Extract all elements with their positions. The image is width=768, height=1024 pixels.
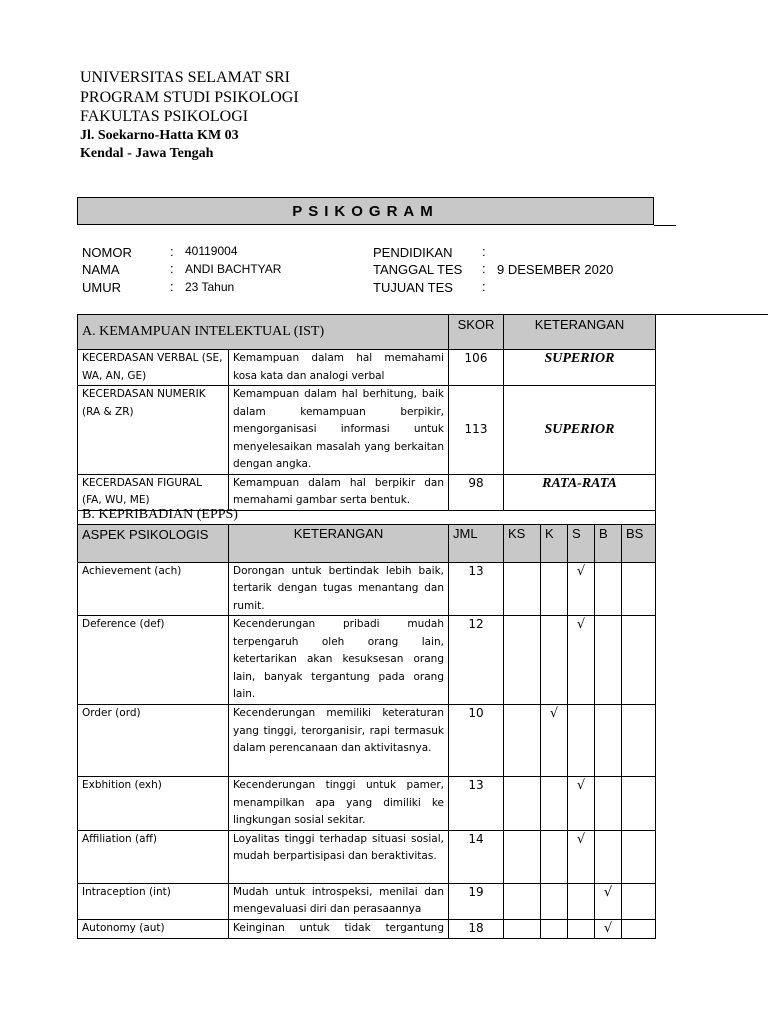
jml-cell: 18 bbox=[449, 919, 504, 938]
description-cell: Kecenderungan tinggi untuk pamer, menampilkan apa yang dimiliki ke lingkungan sosial sekitar. bbox=[229, 777, 449, 831]
aspect-cell: KECERDASAN NUMERIK (RA & ZR) bbox=[78, 386, 229, 475]
table-row bbox=[78, 474, 656, 510]
tanggal-value: 9 DESEMBER 2020 bbox=[497, 262, 614, 277]
table-row bbox=[78, 705, 656, 777]
level-cell-b bbox=[595, 777, 622, 831]
score-cell: 113 bbox=[449, 386, 504, 475]
aspect-cell: KECERDASAN FIGURAL (FA, WU, ME) bbox=[78, 474, 229, 510]
level-cell-k: √ bbox=[541, 705, 568, 777]
aspect-cell: Exbhition (exh) bbox=[78, 777, 229, 831]
description-cell: Kemampuan dalam hal berhitung, baik dalam kemampuan berpikir, mengorganisasi informasi untuk menyelesaikan masalah yang berkaitan dengan angka. bbox=[229, 386, 449, 475]
level-cell-k bbox=[541, 883, 568, 919]
description-cell: Kecenderungan memiliki keteraturan yang tinggi, terorganisir, rapi termasuk dalam perencanaan dan aktivitasnya. bbox=[229, 705, 449, 777]
table-row bbox=[78, 350, 656, 386]
b-header: B bbox=[595, 524, 622, 562]
aspect-cell: KECERDASAN VERBAL (SE, WA, AN, GE) bbox=[78, 350, 229, 386]
level-cell-s: √ bbox=[568, 777, 595, 831]
aspect-cell: Affiliation (aff) bbox=[78, 830, 229, 883]
level-cell-bs bbox=[622, 562, 656, 616]
level-cell-ks bbox=[504, 616, 541, 705]
header-extension-line bbox=[655, 314, 768, 315]
nomor-colon: : bbox=[170, 244, 174, 259]
document-title: PSIKOGRAM bbox=[77, 197, 654, 225]
aspek-header: ASPEK PSIKOLOGIS bbox=[78, 524, 229, 562]
level-cell-s bbox=[568, 919, 595, 938]
umur-colon: : bbox=[170, 279, 174, 294]
table-row bbox=[78, 883, 656, 919]
section-b-title: B. KEPRIBADIAN (EPPS) bbox=[78, 507, 656, 524]
jml-header: JML bbox=[449, 524, 504, 562]
pendidikan-label: PENDIDIKAN bbox=[373, 245, 453, 260]
tujuan-colon: : bbox=[482, 279, 486, 294]
table-row bbox=[78, 919, 656, 938]
level-cell-bs bbox=[622, 616, 656, 705]
score-cell: 98 bbox=[449, 474, 504, 510]
description-cell: Kemampuan dalam hal memahami kosa kata dan analogi verbal bbox=[229, 350, 449, 386]
level-cell-s bbox=[568, 883, 595, 919]
jml-cell: 19 bbox=[449, 883, 504, 919]
level-cell-bs bbox=[622, 919, 656, 938]
jml-cell: 13 bbox=[449, 562, 504, 616]
tanggal-label: TANGGAL TES bbox=[373, 262, 463, 277]
level-cell-k bbox=[541, 562, 568, 616]
aspect-cell: Autonomy (aut) bbox=[78, 919, 229, 938]
level-cell-ks bbox=[504, 883, 541, 919]
keterangan-col-header: KETERANGAN bbox=[229, 524, 449, 562]
description-cell: Dorongan untuk bertindak lebih baik, tertarik dengan tugas menantang dan rumit. bbox=[229, 562, 449, 616]
level-cell-ks bbox=[504, 919, 541, 938]
level-cell-k bbox=[541, 777, 568, 831]
aspect-cell: Deference (def) bbox=[78, 616, 229, 705]
jml-cell: 13 bbox=[449, 777, 504, 831]
table-row bbox=[78, 562, 656, 616]
bs-header: BS bbox=[622, 524, 656, 562]
level-cell-bs bbox=[622, 777, 656, 831]
category-cell: RATA-RATA bbox=[504, 474, 656, 510]
description-cell: Kecenderungan pribadi mudah terpengaruh oleh orang lain, ketertarikan akan kesuksesan orang lain, banyak tergantung pada orang lain. bbox=[229, 616, 449, 705]
nama-colon: : bbox=[170, 261, 174, 276]
nomor-label: NOMOR bbox=[82, 245, 132, 260]
jml-cell: 10 bbox=[449, 705, 504, 777]
level-cell-ks bbox=[504, 562, 541, 616]
level-cell-bs bbox=[622, 830, 656, 883]
level-cell-s: √ bbox=[568, 562, 595, 616]
k-header: K bbox=[541, 524, 568, 562]
level-cell-b bbox=[595, 830, 622, 883]
skor-header: SKOR bbox=[449, 315, 504, 350]
level-cell-k bbox=[541, 616, 568, 705]
level-cell-k bbox=[541, 919, 568, 938]
pendidikan-colon: : bbox=[482, 244, 486, 259]
level-cell-bs bbox=[622, 883, 656, 919]
tujuan-label: TUJUAN TES bbox=[373, 280, 453, 295]
table-row bbox=[78, 386, 656, 475]
faculty-name: FAKULTAS PSIKOLOGI bbox=[80, 108, 249, 125]
s-header: S bbox=[568, 524, 595, 562]
level-cell-s bbox=[568, 705, 595, 777]
description-cell: Keinginan untuk tidak tergantung bbox=[229, 919, 449, 938]
program-name: PROGRAM STUDI PSIKOLOGI bbox=[80, 89, 299, 106]
description-cell: Loyalitas tinggi terhadap situasi sosial, mudah berpartisipasi dan beraktivitas. bbox=[229, 830, 449, 883]
category-cell: SUPERIOR bbox=[504, 386, 656, 475]
level-cell-ks bbox=[504, 705, 541, 777]
level-cell-ks bbox=[504, 830, 541, 883]
section-a-title: A. KEMAMPUAN INTELEKTUAL (IST) bbox=[78, 315, 449, 350]
level-cell-s: √ bbox=[568, 616, 595, 705]
level-cell-bs bbox=[622, 705, 656, 777]
level-cell-s: √ bbox=[568, 830, 595, 883]
level-cell-b: √ bbox=[595, 919, 622, 938]
table-row bbox=[78, 830, 656, 883]
personality-table bbox=[77, 507, 656, 939]
umur-value: 23 Tahun bbox=[185, 280, 235, 294]
address-line: Jl. Soekarno-Hatta KM 03 bbox=[80, 128, 239, 143]
nomor-value: 40119004 bbox=[185, 244, 238, 258]
aspect-cell: Achievement (ach) bbox=[78, 562, 229, 616]
level-cell-b bbox=[595, 705, 622, 777]
title-underline bbox=[654, 225, 676, 226]
umur-label: UMUR bbox=[82, 280, 121, 295]
intellectual-table bbox=[77, 314, 656, 511]
aspect-cell: Intraception (int) bbox=[78, 883, 229, 919]
jml-cell: 14 bbox=[449, 830, 504, 883]
level-cell-b bbox=[595, 616, 622, 705]
level-cell-b bbox=[595, 562, 622, 616]
keterangan-header: KETERANGAN bbox=[504, 315, 656, 350]
jml-cell: 12 bbox=[449, 616, 504, 705]
epps-rows bbox=[78, 562, 656, 938]
table-row bbox=[78, 616, 656, 705]
score-cell: 106 bbox=[449, 350, 504, 386]
description-cell: Kemampuan dalam hal berpikir dan memahami gambar serta bentuk. bbox=[229, 474, 449, 510]
tanggal-colon: : bbox=[482, 261, 486, 276]
aspect-cell: Order (ord) bbox=[78, 705, 229, 777]
description-cell: Mudah untuk introspeksi, menilai dan mengevaluasi diri dan perasaannya bbox=[229, 883, 449, 919]
nama-label: NAMA bbox=[82, 262, 120, 277]
level-cell-ks bbox=[504, 777, 541, 831]
level-cell-k bbox=[541, 830, 568, 883]
category-cell: SUPERIOR bbox=[504, 350, 656, 386]
level-cell-b: √ bbox=[595, 883, 622, 919]
university-name: UNIVERSITAS SELAMAT SRI bbox=[80, 69, 290, 86]
ks-header: KS bbox=[504, 524, 541, 562]
city-line: Kendal - Jawa Tengah bbox=[80, 146, 214, 161]
table-row bbox=[78, 777, 656, 831]
nama-value: ANDI BACHTYAR bbox=[185, 262, 282, 276]
